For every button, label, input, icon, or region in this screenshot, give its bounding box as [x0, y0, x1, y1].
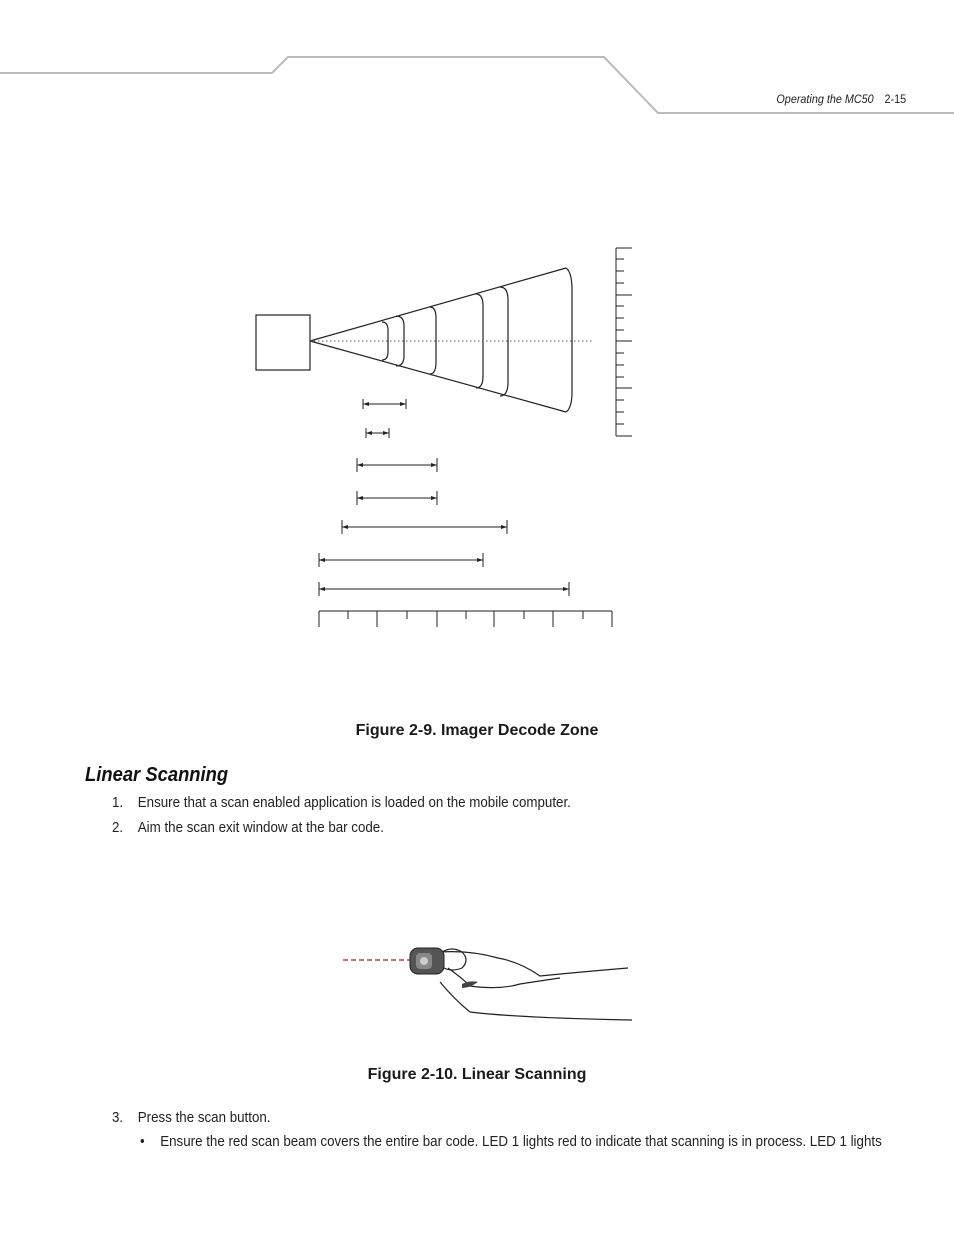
- chapter-title: Operating the MC50: [776, 92, 874, 106]
- figure-2-10-caption: Figure 2-10. Linear Scanning: [367, 1066, 587, 1083]
- running-head: [776, 92, 906, 106]
- cone-lower-edge: [310, 341, 566, 412]
- imager-decode-zone-diagram: [250, 240, 650, 640]
- step-2: [112, 820, 384, 836]
- figure-2-9-caption: Figure 2-9. Imager Decode Zone: [355, 722, 599, 739]
- range-bar-1: [363, 399, 406, 409]
- range-bar-4: [357, 491, 437, 505]
- imager-box: [256, 315, 310, 370]
- range-bars: [319, 399, 569, 596]
- step-2-number: 2.: [112, 820, 124, 836]
- step-3-number: 3.: [112, 1110, 124, 1126]
- page-number: 2-15: [884, 92, 906, 106]
- step-1: [112, 795, 571, 811]
- linear-scanning-illustration: [340, 935, 640, 1030]
- bullet-marker: •: [140, 1134, 145, 1150]
- bullet-text: Ensure the red scan beam covers the entire bar code. LED 1 lights red to indicate that scanning is in process. LED 1 lights: [160, 1134, 882, 1150]
- range-bar-5: [342, 520, 507, 534]
- step-1-number: 1.: [112, 795, 124, 811]
- scanner-device: [410, 948, 444, 974]
- horizontal-scale: [319, 611, 612, 627]
- range-bar-3: [357, 458, 437, 472]
- range-bar-7: [319, 582, 569, 596]
- section-title: Linear Scanning: [85, 764, 229, 786]
- vertical-scale: [616, 248, 632, 436]
- step-3-text: Press the scan button.: [137, 1110, 271, 1126]
- cone-upper-edge: [310, 268, 566, 341]
- step-3: [112, 1110, 270, 1126]
- step-1-text: Ensure that a scan enabled application is loaded on the mobile computer.: [137, 795, 571, 811]
- cone-far-edge: [566, 268, 572, 412]
- range-bar-6: [319, 553, 483, 567]
- bullet-item: [140, 1134, 882, 1150]
- step-2-text: Aim the scan exit window at the bar code.: [137, 820, 384, 836]
